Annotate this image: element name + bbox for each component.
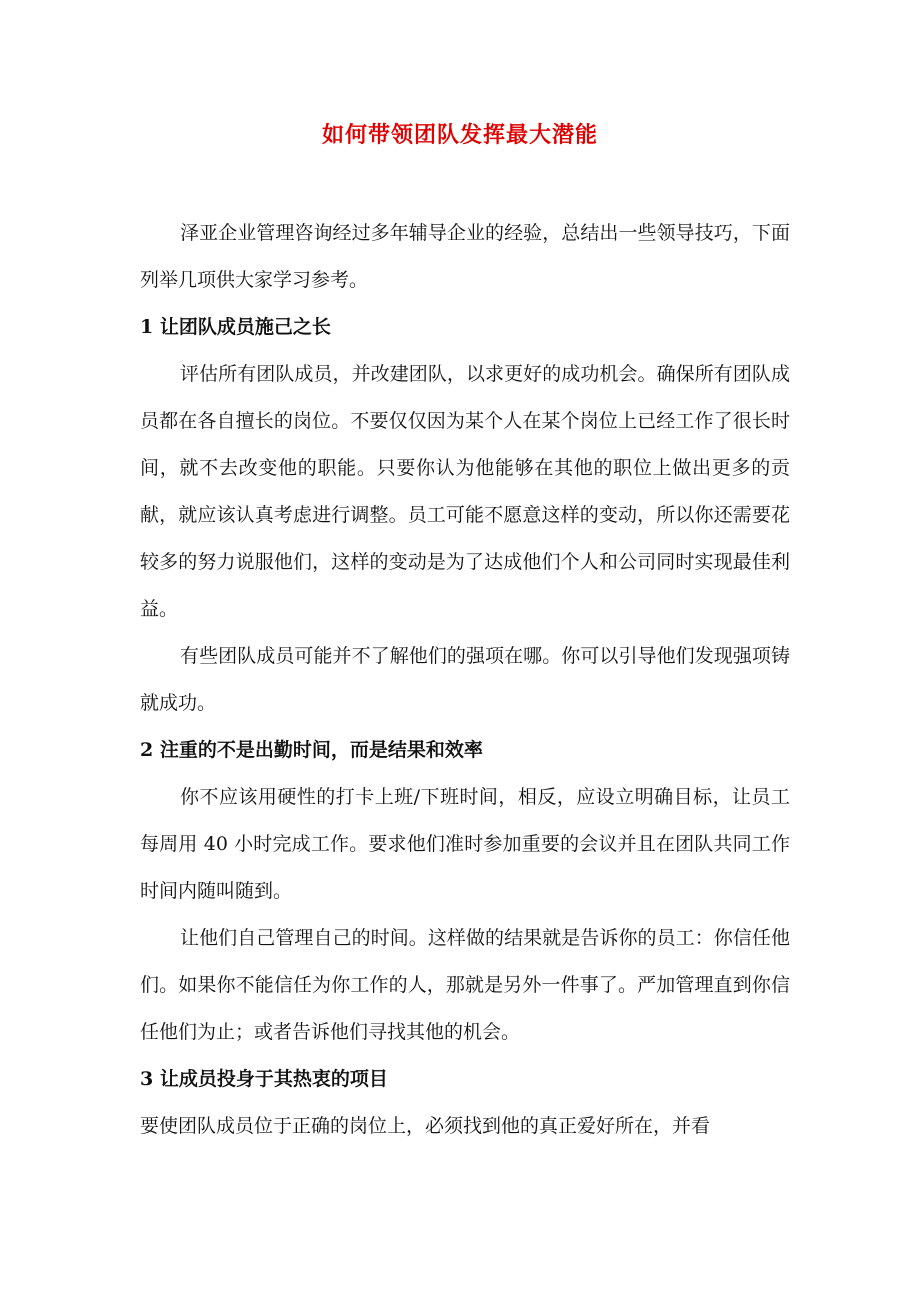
document-title: 如何带领团队发挥最大潜能 xyxy=(321,122,598,148)
section-2-paragraph-1: 你不应该用硬性的打卡上班/下班时间，相反，应设立明确目标，让员工每周用 40 小时完成工作。要求他们准时参加重要的会议并且在团队共同工作时间内随叫随到。 xyxy=(140,786,790,902)
section-1-paragraph-1: 评估所有团队成员，并改建团队，以求更好的成功机会。确保所有团队成员都在各自擅长的岗位。不要仅仅因为某个人在某个岗位上已经工作了很长时间，就不去改变他的职能。只要你认为他能够在其他的职位上做出更多的贡献，就应该认真考虑进行调整。员工可能不愿意这样的变动，所以你还需要花较多的努力说服他们，这样的变动是为了达成他们个人和公司同时实现最佳利益。 xyxy=(140,363,790,620)
section-heading-3: 3 让成员投身于其热衷的项目 xyxy=(140,1068,388,1090)
intro-paragraph: 泽亚企业管理咨询经过多年辅导企业的经验，总结出一些领导技巧，下面列举几项供大家学习参考。 xyxy=(140,222,790,291)
section-heading-2: 2 注重的不是出勤时间，而是结果和效率 xyxy=(140,739,483,761)
document-body xyxy=(140,210,790,1150)
section-3-paragraph-1: 要使团队成员位于正确的岗位上，必须找到他的真正爱好所在，并看 xyxy=(140,1115,711,1137)
section-heading-1: 1 让团队成员施己之长 xyxy=(140,316,331,338)
section-1-paragraph-2: 有些团队成员可能并不了解他们的强项在哪。你可以引导他们发现强项铸就成功。 xyxy=(140,645,790,714)
section-2-paragraph-2: 让他们自己管理自己的时间。这样做的结果就是告诉你的员工：你信任他们。如果你不能信任为你工作的人，那就是另外一件事了。严加管理直到你信任他们为止；或者告诉他们寻找其他的机会。 xyxy=(140,927,790,1043)
